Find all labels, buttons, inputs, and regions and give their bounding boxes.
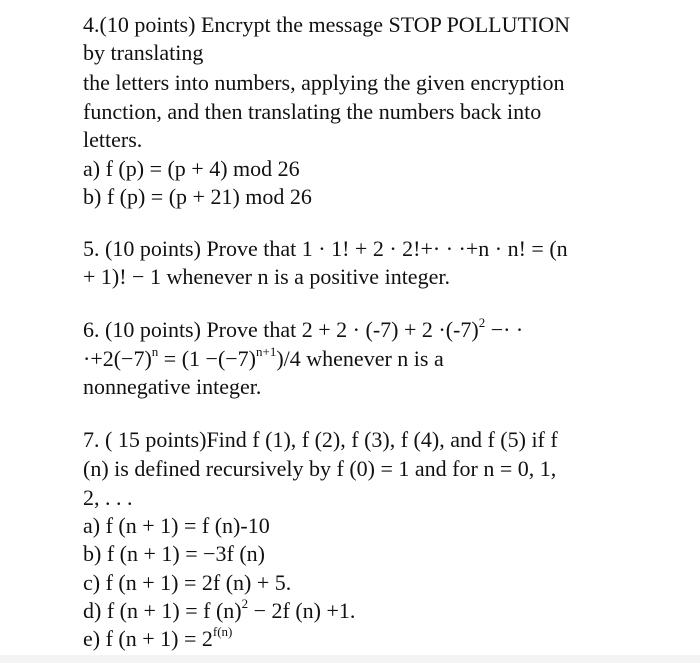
- problem-6-line-2-exponent-n-plus-1: n+1: [256, 343, 277, 359]
- problem-6-line-1-tail: −· ·: [485, 317, 524, 342]
- problem-7-part-d-tail: − 2f (n) +1.: [248, 598, 356, 623]
- problem-7-part-d-main: d) f (n + 1) = f (n): [83, 598, 242, 623]
- problem-7-part-d: [83, 595, 356, 624]
- problem-4-part-a: a) f (p) = (p + 4) mod 26: [83, 156, 300, 181]
- problem-6-line-2: [83, 343, 444, 372]
- problem-6-line-2-a: ·+2(−7): [83, 346, 152, 371]
- problem-4-line-2: by translating: [83, 40, 204, 65]
- problem-6-line-1: [83, 314, 524, 343]
- problem-5-line-1: 5. (10 points) Prove that 1 · 1! + 2 · 2!+· · ·+n · n! = (n: [83, 236, 568, 261]
- problem-6-line-3: nonnegative integer.: [83, 374, 262, 399]
- problem-4-line-3: the letters into numbers, applying the given encryption: [83, 70, 565, 95]
- problem-5-line-2: + 1)! − 1 whenever n is a positive integer.: [83, 264, 450, 289]
- problem-7-part-d-exponent: 2: [241, 595, 249, 611]
- problem-6-line-2-c: )/4 whenever n is a: [276, 346, 444, 371]
- problem-7-part-e-main: e) f (n + 1) = 2: [83, 626, 213, 651]
- problem-7-part-b: b) f (n + 1) = −3f (n): [83, 541, 266, 566]
- problem-6-line-2-exponent-n: n: [151, 343, 159, 359]
- problem-7-part-c: c) f (n + 1) = 2f (n) + 5.: [83, 570, 292, 595]
- problem-7-part-a: a) f (n + 1) = f (n)-10: [83, 513, 270, 538]
- problem-7-part-e-exponent: f(n): [212, 623, 233, 639]
- problem-7-line-3: 2, . . .: [83, 485, 133, 510]
- problem-6-line-1-exponent: 2: [478, 314, 486, 330]
- problem-7-part-e: [83, 623, 233, 652]
- problem-4-line-1: 4.(10 points) Encrypt the message STOP POLLUTION: [83, 12, 570, 37]
- problem-7-line-2: (n) is defined recursively by f (0) = 1 and for n = 0, 1,: [83, 456, 557, 481]
- problem-6-line-2-b: = (1 −(−7): [158, 346, 256, 371]
- problem-4-line-4: function, and then translating the numbers back into: [83, 99, 542, 124]
- problem-7-line-1: 7. ( 15 points)Find f (1), f (2), f (3), f (4), and f (5) if f: [83, 427, 558, 452]
- problem-4-part-b: b) f (p) = (p + 21) mod 26: [83, 184, 312, 209]
- page-bottom-edge: [0, 655, 700, 663]
- problem-6-line-1-main: 6. (10 points) Prove that 2 + 2 · (-7) + 2 ·(-7): [83, 317, 479, 342]
- problem-4-line-5: letters.: [83, 127, 143, 152]
